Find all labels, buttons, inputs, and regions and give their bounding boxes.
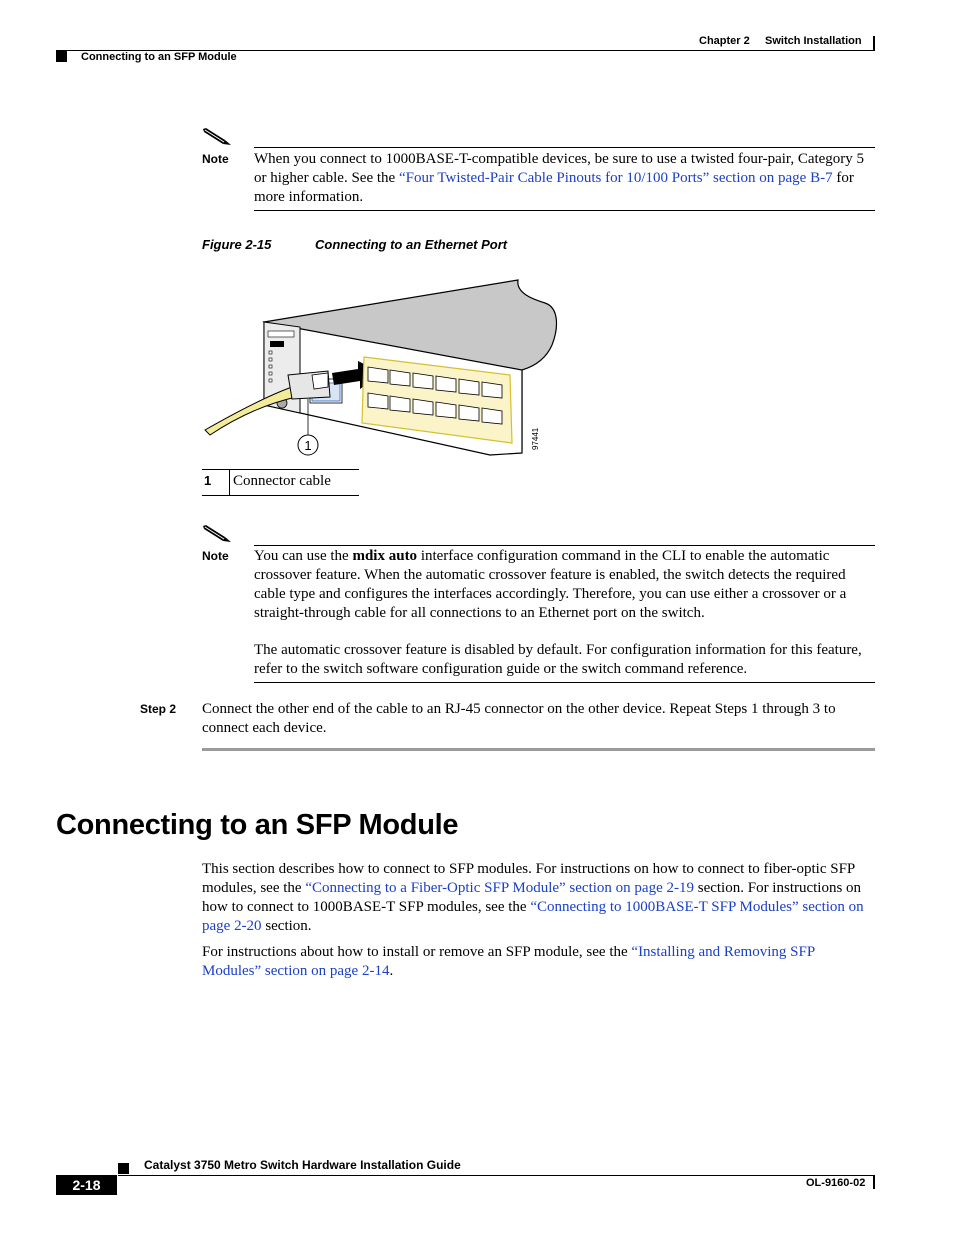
section-p1-text-c: section. bbox=[261, 918, 312, 934]
note1-text bbox=[254, 150, 876, 207]
legend-text: Connector cable bbox=[233, 473, 331, 489]
header-section: Connecting to an SFP Module bbox=[81, 51, 237, 63]
header-chapter-title: Switch Installation bbox=[765, 35, 862, 47]
legend-bottom-rule bbox=[202, 495, 359, 496]
note1-link[interactable]: “Four Twisted-Pair Cable Pinouts for 10/100 Ports” section on page B-7 bbox=[398, 170, 833, 186]
note-pencil-icon bbox=[203, 124, 233, 153]
section-paragraph-1 bbox=[202, 860, 876, 936]
section-p2-text-b: . bbox=[389, 963, 394, 979]
step2-label: Step 2 bbox=[140, 702, 177, 716]
footer-rule bbox=[118, 1175, 875, 1176]
note2-paragraph-1 bbox=[254, 547, 876, 623]
header-chapter: Chapter 2 bbox=[699, 35, 750, 47]
step2-text: Connect the other end of the cable to an RJ-45 connector on the other device. Repeat Steps 1 through 3 to connect each device. bbox=[202, 701, 836, 736]
section-title: Connecting to an SFP Module bbox=[56, 809, 459, 841]
note2-command: mdix auto bbox=[352, 548, 418, 564]
note1-text-before: When you connect to 1000BASE-T-compatible devices, be sure to use a twisted four-pair, Category 5 or higher cable. See the bbox=[254, 151, 865, 186]
step-end-rule bbox=[202, 748, 875, 751]
fiber-optic-sfp-link[interactable]: “Connecting to a Fiber-Optic SFP Module” section on page 2-19 bbox=[305, 880, 694, 896]
note1-bottom-rule bbox=[254, 210, 875, 211]
note2-label: Note bbox=[202, 549, 229, 563]
legend-divider bbox=[229, 469, 230, 495]
note2-top-rule bbox=[254, 545, 875, 546]
ethernet-port-figure bbox=[200, 275, 570, 465]
note2-text-before: You can use the bbox=[254, 548, 353, 564]
figure-callout-number: 1 bbox=[304, 438, 312, 453]
section-p1-text-b: section. For instructions on how to connect to 1000BASE-T SFP modules, see the bbox=[202, 880, 862, 915]
note1-text-after: for more information. bbox=[254, 170, 854, 205]
legend-top-rule bbox=[202, 469, 359, 470]
section-p1-text-a: This section describes how to connect to SFP modules. For instructions on how to connect to fiber-optic SFP modules, see the bbox=[202, 861, 855, 896]
footer-marker bbox=[118, 1163, 129, 1174]
note2-text-after: interface configuration command in the CLI to enable the automatic crossover feature. When the automatic crossover feature is enabled, the switch detects the required cable type and configures the interfaces accordingly. Therefore, you can use either a crossover or a straight-through cable for all connections to an Ethernet port on the switch. bbox=[254, 548, 847, 621]
legend-number: 1 bbox=[204, 473, 212, 488]
note2-pencil-icon bbox=[203, 521, 233, 550]
figure-number: Figure 2-15 bbox=[202, 237, 272, 252]
footer-guide-title: Catalyst 3750 Metro Switch Hardware Installation Guide bbox=[144, 1158, 461, 1172]
footer-right-tick bbox=[873, 1175, 875, 1189]
figure-title: Connecting to an Ethernet Port bbox=[315, 237, 508, 252]
section-paragraph-2 bbox=[202, 943, 876, 981]
figure-image-id: 97441 bbox=[531, 427, 540, 450]
header-right-tick bbox=[873, 36, 875, 50]
header-marker bbox=[56, 51, 67, 62]
section-p2-text-a: For instructions about how to install or remove an SFP module, see the bbox=[202, 944, 632, 960]
footer-doc-id: OL-9160-02 bbox=[806, 1177, 866, 1189]
note1-top-rule bbox=[254, 147, 875, 148]
note2-paragraph-2: The automatic crossover feature is disabled by default. For configuration information for this feature, refer to the switch software configuration guide or the switch command reference. bbox=[254, 642, 862, 677]
1000base-t-sfp-link[interactable]: “Connecting to 1000BASE-T SFP Modules” section on page 2-20 bbox=[202, 899, 864, 934]
note2-bottom-rule bbox=[254, 682, 875, 683]
note1-label: Note bbox=[202, 152, 229, 166]
install-remove-sfp-link[interactable]: “Installing and Removing SFP Modules” section on page 2-14 bbox=[202, 944, 815, 979]
footer-page-number: 2-18 bbox=[72, 1177, 101, 1193]
